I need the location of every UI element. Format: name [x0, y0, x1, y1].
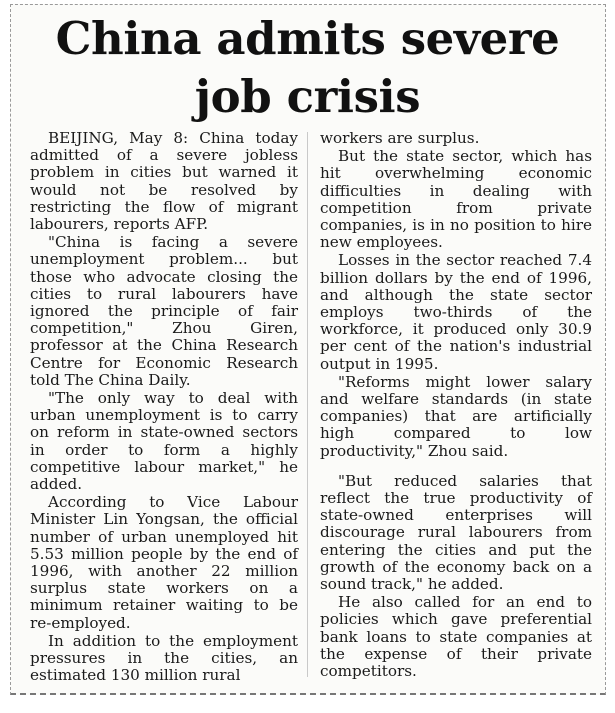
headline-line-2: job crisis — [194, 70, 421, 123]
paragraph-continued: workers are surplus. — [320, 129, 480, 147]
paragraph: He also called for an end to policies which gave preferential bank loans to state companies at the expense of their private competitors. — [320, 593, 592, 681]
paragraph: According to Vice Labour Minister Lin Yongsan, the official number of urban unemployed hit 5.53 million people by the end of 1996, with another 22 million surplus state workers on a minimum retainer waiting to be re-employed. — [30, 493, 298, 632]
column-divider — [307, 132, 308, 677]
left-column — [30, 130, 298, 686]
paragraph: Losses in the sector reached 7.4 billion dollars by the end of 1996, and although the state sector employs two-thirds of the workforce, it produced only 30.9 per cent of the nation's industrial output in 1995. — [320, 251, 592, 373]
paragraph: "China is facing a severe unemployment problem... but those who advocate closing the cities to rural labourers have ignored the principle of fair competition," Zhou Giren, professor at the China Research Centre for Economic Research told The China Daily. — [30, 233, 298, 389]
headline-line-1: China admits severe — [55, 12, 560, 65]
headline — [0, 10, 615, 126]
paragraph: In addition to the employment pressures in the cities, an estimated 130 million rural — [30, 631, 298, 685]
right-column — [320, 130, 592, 681]
paragraph-dateline: BEIJING, May 8: China today admitted of a severe jobless problem in cities but warned it would not be resolved by restricting the flow of migrant labourers, reports AFP. — [30, 129, 298, 234]
paragraph: "The only way to deal with urban unemployment is to carry on reform in state-owned sectors in order to form a highly competitive labour market," he added. — [30, 389, 298, 494]
paragraph: "But reduced salaries that reflect the true productivity of state-owned enterprises will discourage rural labourers from entering the cities and put the growth of the economy back on a sound track," he added. — [320, 471, 592, 594]
paragraph: "Reforms might lower salary and welfare standards (in state companies) that are artificially high compared to low productivity," Zhou said. — [320, 372, 592, 460]
paragraph: But the state sector, which has hit overwhelming economic difficulties in dealing with competition from private companies, is in no position to hire new employees. — [320, 147, 592, 252]
